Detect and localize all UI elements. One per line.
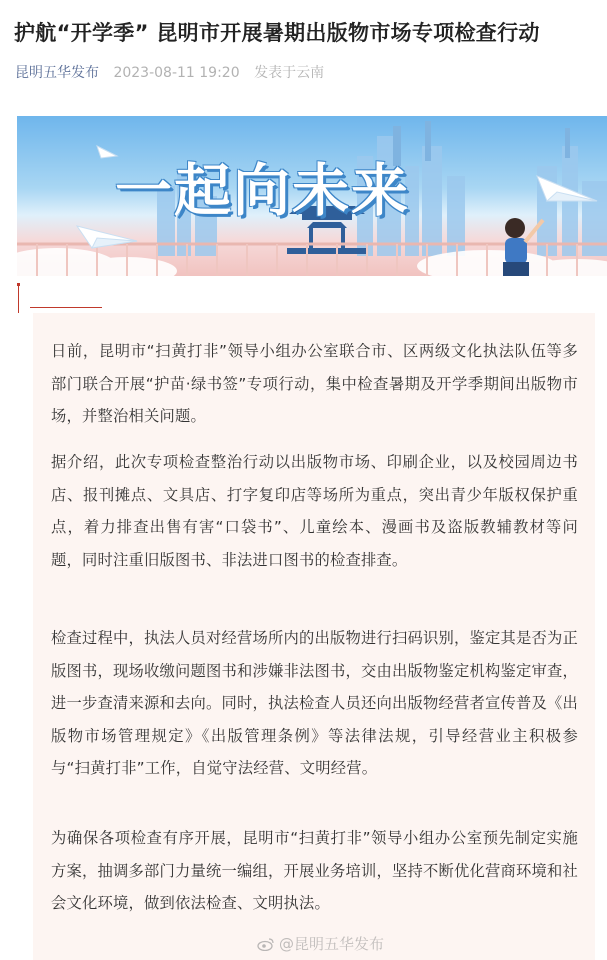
paragraph: 检查过程中，执法人员对经营场所内的出版物进行扫码识别，鉴定其是否为正版图书，现场收缴问题图书和涉嫌非法图书，交由出版物鉴定机构鉴定审查，进一步查清来源和去向。同时，执法检查人员还向出版物经营者宣传普及《出版物市场管理规定》《出版管理条例》等法律法规，引导经营业主积极参与“扫黄打非”工作，自觉守法经营、文明经营。 <box>51 629 578 777</box>
author-link[interactable]: 昆明五华发布 <box>15 65 99 81</box>
banner-image <box>17 116 607 276</box>
publish-location: 发表于云南 <box>254 65 325 81</box>
paragraph: 据介绍，此次专项检查整治行动以出版物市场、印刷企业，以及校园周边书店、报刊摊点、文具店、打字复印店等场所为重点，突出青少年版权保护重点，着力排查出售有害“口袋书”、儿童绘本、漫画书及盗版教辅教材等问题，同时注重旧版图书、非法进口图书的检查排查。 <box>51 453 578 569</box>
corner-decoration-horizontal <box>30 307 102 308</box>
watermark-text: @昆明五华发布 <box>279 935 385 953</box>
watermark <box>257 933 384 955</box>
article-body <box>33 313 595 960</box>
weibo-icon <box>257 937 275 951</box>
article-title: 护航“开学季” 昆明市开展暑期出版物市场专项检查行动 <box>14 21 540 45</box>
paragraph: 为确保各项检查有序开展，昆明市“扫黄打非”领导小组办公室预先制定实施方案，抽调多部门力量统一编组，开展业务培训，坚持不断优化营商环境和社会文化环境，做到依法检查、文明执法。 <box>51 829 578 912</box>
paragraph: 日前，昆明市“扫黄打非”领导小组办公室联合市、区两级文化执法队伍等多部门联合开展“护苗·绿书签”专项行动，集中检查暑期及开学季期间出版物市场，并整治相关问题。 <box>51 342 578 425</box>
banner-slogan: 一起向未来 <box>115 158 410 224</box>
article-meta <box>15 63 324 83</box>
corner-decoration-vertical <box>18 283 19 313</box>
publish-date: 2023-08-11 19:20 <box>113 65 240 81</box>
